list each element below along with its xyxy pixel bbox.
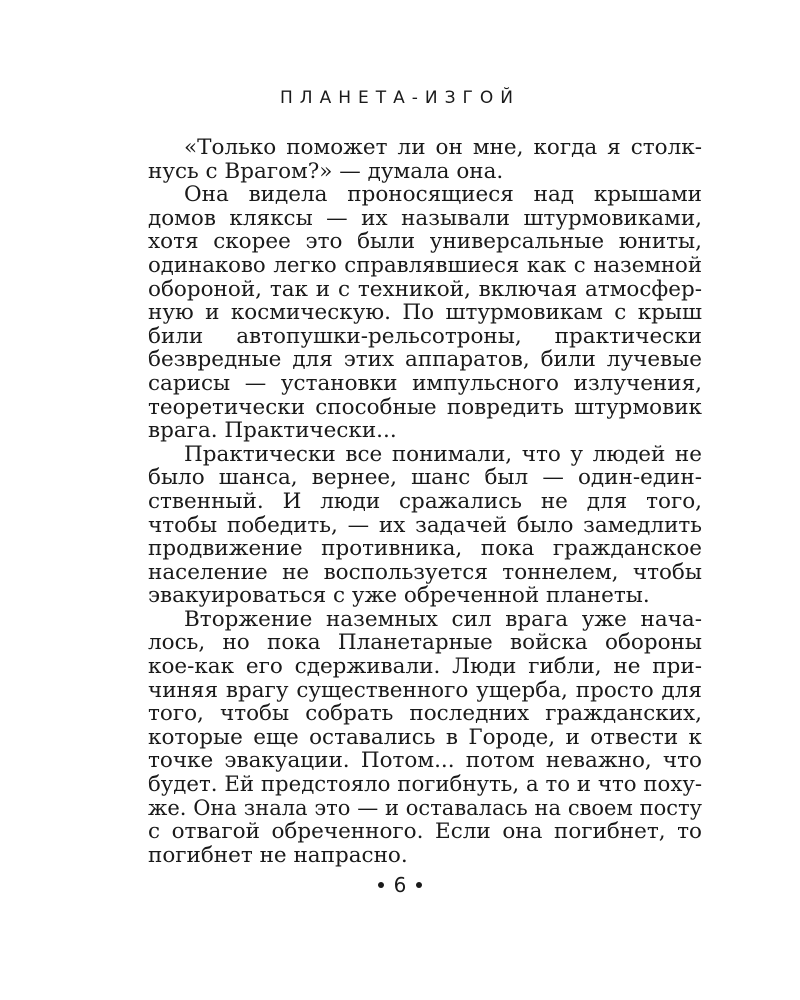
- text-line: эвакуироваться с уже обреченной планеты.: [148, 583, 650, 609]
- text-line: домов кляксы — их называли штурмовиками,: [148, 205, 702, 231]
- text-line: население не воспользуется тоннелем, чтобы: [148, 559, 702, 585]
- text-line: ственный. И люди сражались не для того,: [148, 488, 702, 514]
- running-head: ПЛАНЕТА-ИЗГОЙ: [280, 88, 520, 108]
- page-folio: [0, 873, 800, 897]
- text-line: нусь с Врагом?» — думала она.: [148, 158, 504, 184]
- text-line: обороной, так и с техникой, включая атмосфер-: [148, 276, 702, 302]
- text-line: лось, но пока Планетарные войска обороны: [148, 630, 702, 656]
- text-line: безвредные для этих аппаратов, били лучевые: [148, 347, 702, 373]
- text-line: Практически все понимали, что у людей не: [184, 441, 702, 467]
- text-line: же. Она знала это — и оставалась на своем посту: [148, 795, 702, 820]
- text-line: того, чтобы собрать последних гражданских,: [148, 701, 702, 727]
- text-line: погибнет не напрасно.: [148, 842, 408, 868]
- folio-dot-left: [378, 882, 384, 888]
- text-line: с отвагой обреченного. Если она погибнет, то: [148, 819, 702, 845]
- text-line: хотя скорее это были универсальные юниты,: [148, 229, 702, 255]
- folio-dot-right: [416, 882, 422, 888]
- text-line: били автопушки-рельсотроны, практически: [148, 323, 702, 349]
- text-line: будет. Ей предстояло погибнуть, а то и что поху-: [148, 772, 702, 798]
- text-line: которые еще оставались в Городе, и отвести к: [148, 724, 702, 750]
- text-line: было шанса, вернее, шанс был — один-един-: [148, 465, 702, 491]
- text-line: Вторжение наземных сил врага уже нача-: [184, 606, 702, 632]
- body-text: [148, 136, 702, 867]
- text-line: кое-как его сдерживали. Люди гибли, не при-: [148, 654, 702, 680]
- text-line: врага. Практически...: [148, 418, 397, 444]
- text-line: Она видела проносящиеся над крышами: [184, 182, 702, 208]
- text-line: теоретически способные повредить штурмовик: [148, 394, 702, 420]
- text-line: одинаково легко справлявшиеся как с наземной: [148, 252, 702, 278]
- text-line: ную и космическую. По штурмовикам с крыш: [148, 300, 702, 326]
- page-number: 6: [393, 873, 407, 897]
- text-line: «Только поможет ли он мне, когда я столк-: [184, 135, 702, 160]
- text-line: продвижение противника, пока гражданское: [148, 536, 702, 562]
- text-line: чтобы победить, — их задачей было замедлить: [148, 512, 702, 538]
- text-line: чиняя врагу существенного ущерба, просто для: [148, 677, 702, 703]
- text-line: сарисы — установки импульсного излучения,: [148, 370, 702, 396]
- text-line: точке эвакуации. Потом... потом неважно, что: [148, 748, 702, 774]
